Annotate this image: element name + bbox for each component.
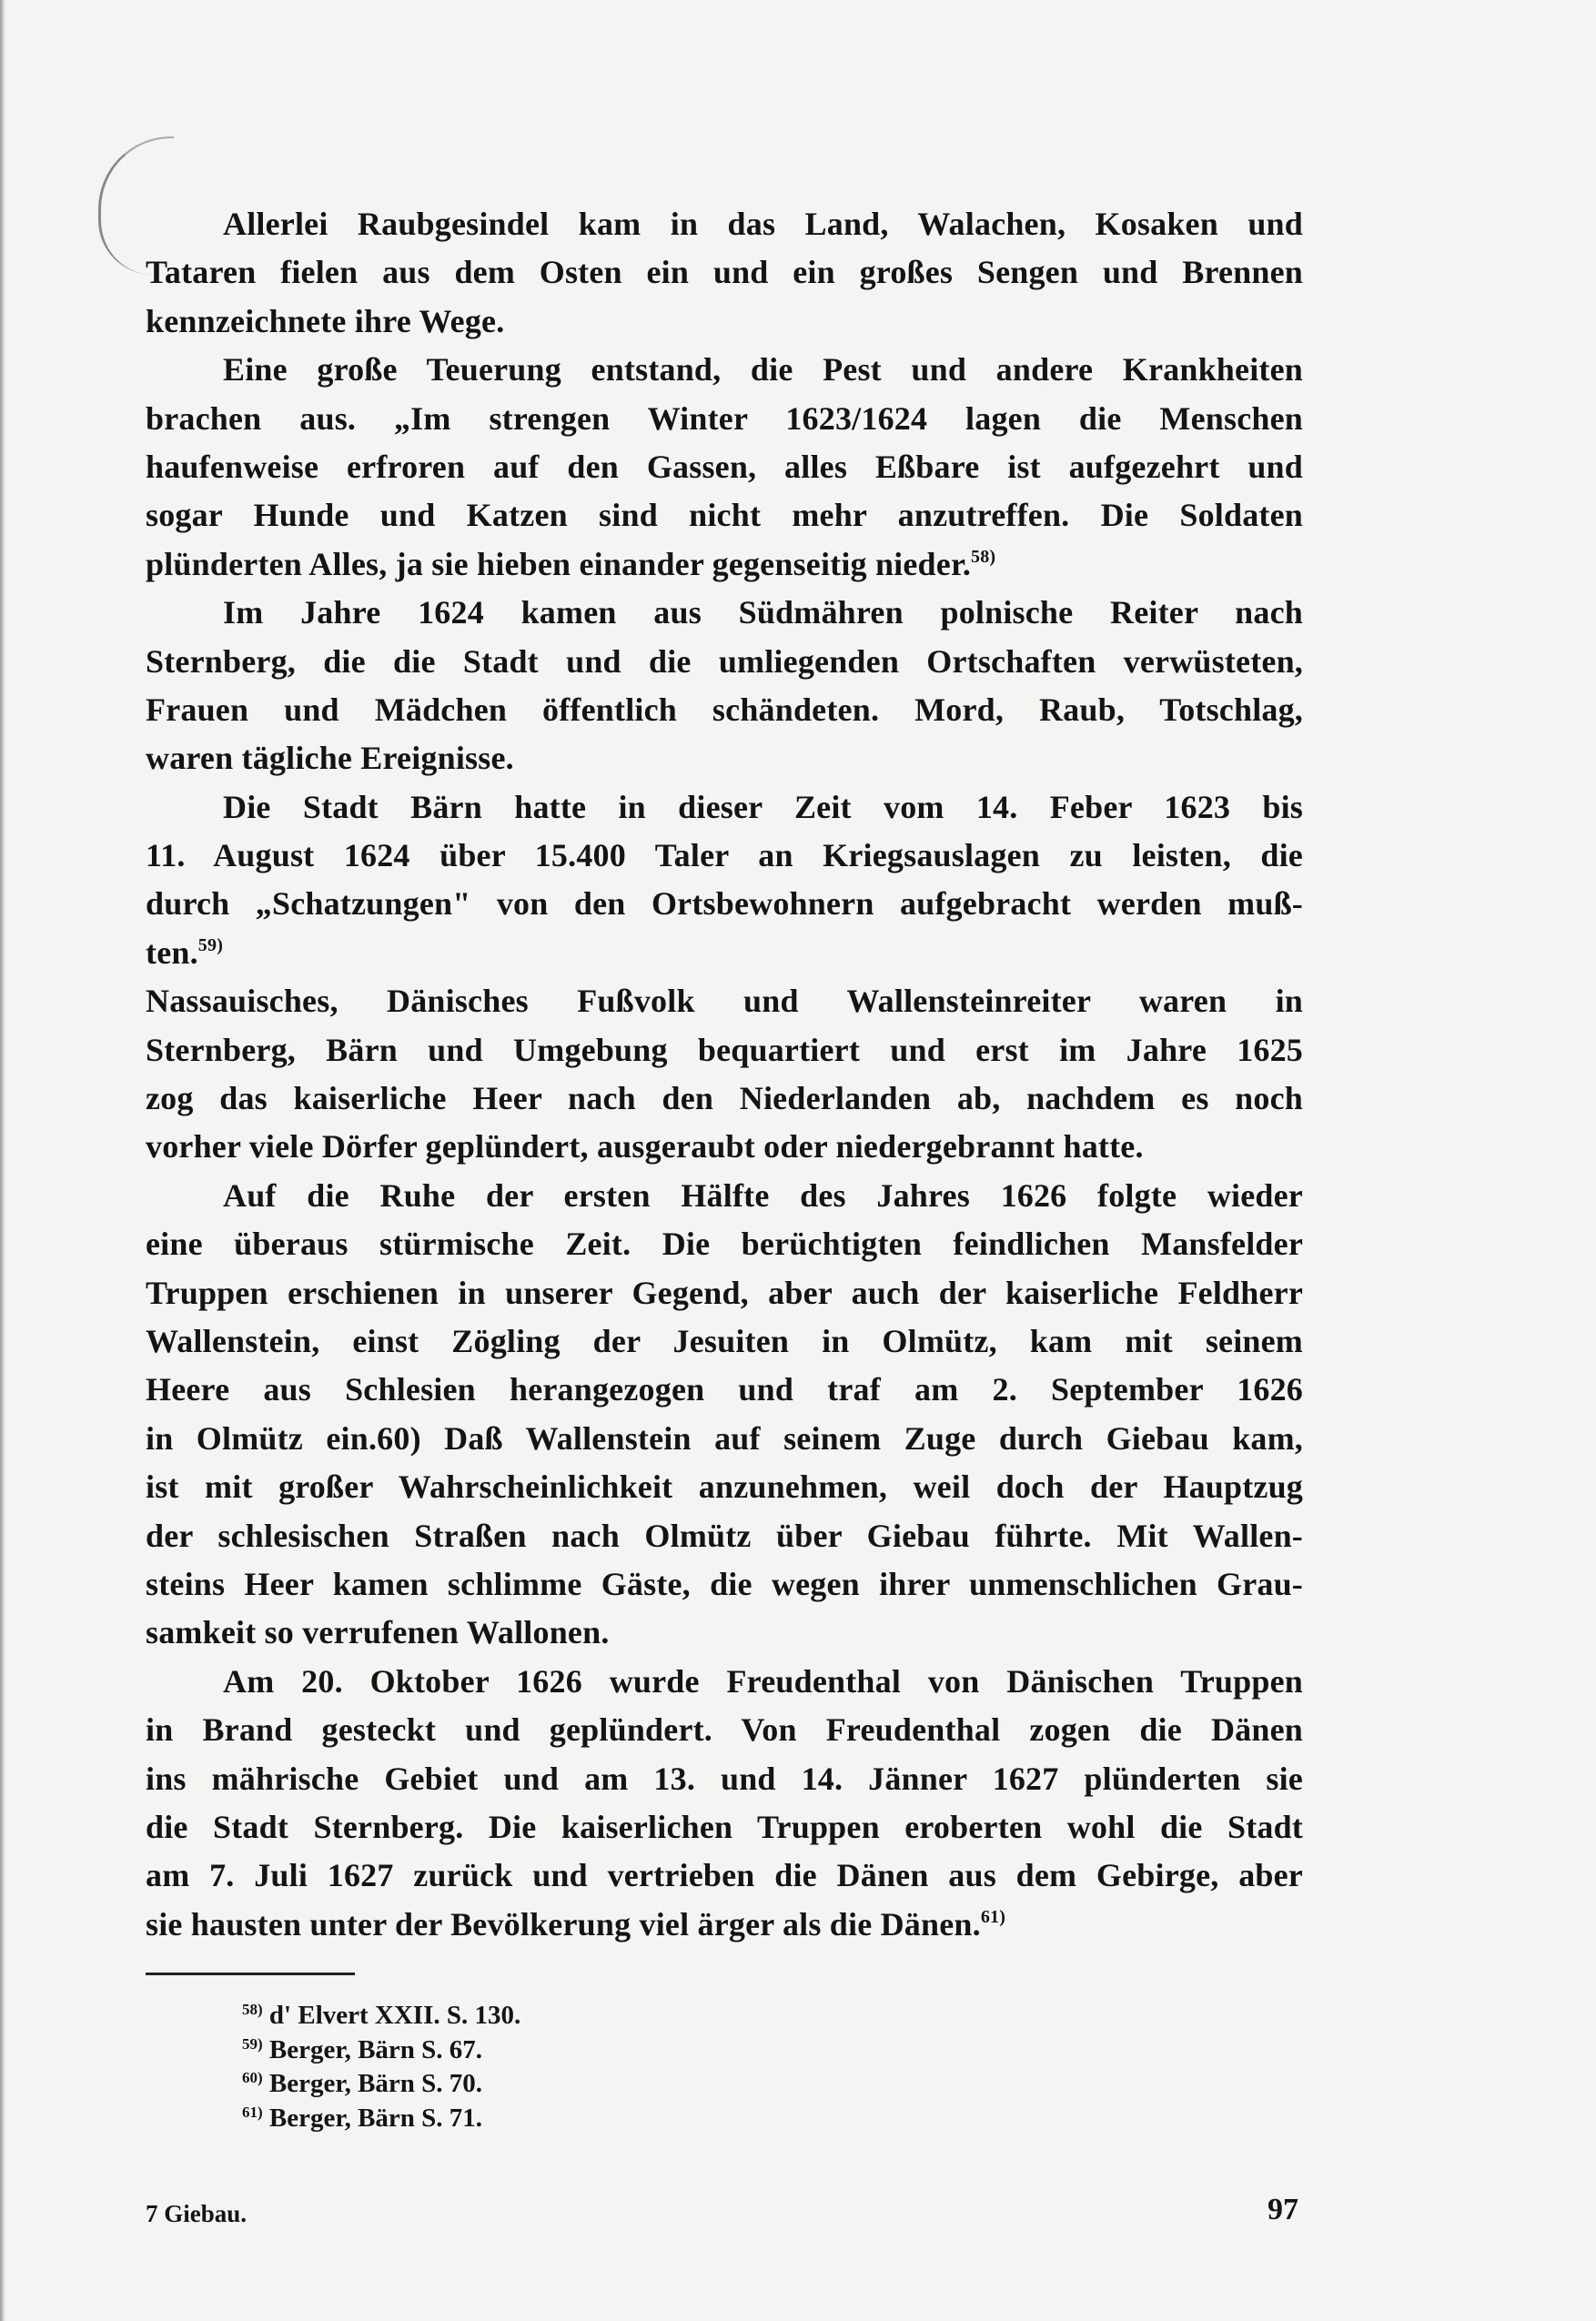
- line-text: in Brand gesteckt und geplündert. Von Freudenthal zogen die Dänen: [146, 1711, 1303, 1749]
- footnote-number: 59): [242, 2034, 263, 2053]
- line-text: Frauen und Mädchen öffentlich schändeten. Mord, Raub, Totschlag,: [146, 691, 1303, 728]
- text-line: [146, 346, 1303, 394]
- text-line: [146, 1075, 1303, 1123]
- text-line: [146, 1366, 1303, 1414]
- text-line: [146, 248, 1303, 297]
- footnote: [242, 1993, 521, 2030]
- footnote-text: Berger, Bärn S. 70.: [268, 2069, 483, 2098]
- text-line: [146, 977, 1303, 1025]
- text-line: [146, 395, 1303, 443]
- line-text: Im Jahre 1624 kamen aus Südmähren polnische Reiter nach: [223, 594, 1303, 631]
- footnote: [242, 2027, 520, 2062]
- line-text: die Stadt Sternberg. Die kaiserlichen Truppen eroberten wohl die Stadt: [146, 1808, 1303, 1845]
- line-text: samkeit so verrufenen Wallonen.: [146, 1614, 610, 1651]
- line-text: ten.: [146, 933, 198, 971]
- line-text: vorher viele Dörfer geplündert, ausgeraubt oder niedergebrannt hatte.: [146, 1128, 1144, 1166]
- footnote-divider: [146, 1973, 355, 1975]
- text-line: [146, 1463, 1303, 1511]
- line-text: eine überaus stürmische Zeit. Die berüchtigten feindlichen Mansfelder: [146, 1226, 1303, 1263]
- paragraph: [146, 783, 1303, 978]
- line-text: Nassauisches, Dänisches Fußvolk und Wallensteinreiter waren in: [146, 983, 1303, 1020]
- text-line: [146, 1512, 1303, 1560]
- line-text: steins Heer kamen schlimme Gäste, die wegen ihrer unmenschlichen Grau-: [146, 1565, 1303, 1602]
- page-edge: [0, 0, 5, 2321]
- text-line: [146, 783, 1303, 832]
- line-text: Truppen erschienen in unserer Gegend, aber auch der kaiserliche Feldherr: [146, 1274, 1303, 1311]
- line-text: 11. August 1624 über 15.400 Taler an Kriegsauslagen zu leisten, die: [146, 837, 1303, 874]
- footnote: [242, 2095, 520, 2133]
- text-line: [146, 491, 1303, 540]
- footnote-text: Berger, Bärn S. 67.: [268, 2034, 483, 2064]
- line-text: Allerlei Raubgesindel kam in das Land, Walachen, Kosaken und: [223, 206, 1303, 242]
- paragraph: [146, 200, 1303, 346]
- footnote-number: 61): [242, 2103, 263, 2121]
- text-line: [146, 1803, 1303, 1852]
- paragraph: [146, 589, 1303, 783]
- line-text: Heere aus Schlesien herangezogen und traf am 2. September 1626: [146, 1371, 1303, 1408]
- body-text: [146, 200, 1303, 1949]
- paragraph: [146, 977, 1303, 1172]
- line-text: Die Stadt Bärn hatte in dieser Zeit vom 14. Feber 1623 bis: [223, 788, 1303, 825]
- footnote: [242, 2061, 520, 2098]
- text-line: [146, 686, 1303, 734]
- line-text: Auf die Ruhe der ersten Hälfte des Jahres 1626 folgte wieder: [223, 1176, 1303, 1214]
- line-text: zog das kaiserliche Heer nach den Niederlanden ab, nachdem es noch: [146, 1080, 1303, 1117]
- text-line: [146, 1755, 1303, 1803]
- line-text: Am 20. Oktober 1626 wurde Freudenthal von Dänischen Truppen: [223, 1662, 1303, 1700]
- footnote-text: d' Elvert XXII. S. 130.: [268, 2001, 521, 2030]
- text-line: [146, 200, 1303, 248]
- text-line: [146, 1901, 1303, 1949]
- text-line: [146, 1658, 1303, 1706]
- text-line: [146, 1706, 1303, 1754]
- line-text: haufenweise erfroren auf den Gassen, alles Eßbare ist aufgezehrt und: [146, 448, 1303, 485]
- paragraph: [146, 1172, 1303, 1658]
- footnote-number: 60): [242, 2069, 263, 2086]
- text-line: [146, 298, 1303, 346]
- paragraph: [146, 1658, 1303, 1949]
- line-text: waren tägliche Ereignisse.: [146, 740, 514, 777]
- text-line: [146, 1269, 1303, 1317]
- line-text: plünderten Alles, ja sie hieben einander gegenseitig nieder.: [146, 545, 972, 582]
- line-text: ist mit großer Wahrscheinlichkeit anzunehmen, weil doch der Hauptzug: [146, 1468, 1303, 1506]
- text-line: [146, 1123, 1303, 1171]
- text-line: [146, 1026, 1303, 1075]
- paragraph: [146, 346, 1303, 589]
- text-line: [146, 929, 1303, 977]
- footnote-reference: 61): [980, 1906, 1006, 1927]
- line-text: der schlesischen Straßen nach Olmütz über Giebau führte. Mit Wallen-: [146, 1517, 1303, 1554]
- line-text: kennzeichnete ihre Wege.: [146, 302, 505, 339]
- text-line: [146, 1560, 1303, 1609]
- text-line: [146, 638, 1303, 686]
- line-text: Eine große Teuerung entstand, die Pest und andere Krankheiten: [223, 351, 1303, 389]
- text-line: [146, 1317, 1303, 1366]
- line-text: Sternberg, Bärn und Umgebung bequartiert und erst im Jahre 1625: [146, 1031, 1303, 1068]
- footnote-reference: 58): [971, 546, 996, 567]
- footnote-number: 58): [242, 2001, 263, 2018]
- text-line: [146, 1220, 1303, 1268]
- text-line: [146, 1852, 1303, 1900]
- line-text: Tataren fielen aus dem Osten ein und ein großes Sengen und Brennen: [146, 254, 1303, 291]
- signature-mark: 7 Giebau.: [146, 2200, 247, 2227]
- text-line: [146, 540, 1303, 589]
- text-line: [146, 1172, 1303, 1220]
- line-text: in Olmütz ein.60) Daß Wallenstein auf seinem Zuge durch Giebau kam,: [146, 1419, 1303, 1457]
- text-line: [146, 832, 1303, 880]
- line-text: brachen aus. „Im strengen Winter 1623/1624 lagen die Menschen: [146, 399, 1303, 437]
- line-text: Wallenstein, einst Zögling der Jesuiten in Olmütz, kam mit seinem: [146, 1322, 1303, 1359]
- footnote-reference: 59): [197, 934, 224, 955]
- page-number: 97: [1268, 2193, 1298, 2226]
- text-line: [146, 589, 1303, 637]
- line-text: sogar Hunde und Katzen sind nicht mehr anzutreffen. Die Soldaten: [146, 497, 1303, 534]
- line-text: Sternberg, die die Stadt und die umliegenden Ortschaften verwüsteten,: [146, 642, 1303, 680]
- text-line: [146, 734, 1303, 782]
- text-line: [146, 880, 1303, 928]
- text-line: [146, 443, 1303, 491]
- line-text: sie hausten unter der Bevölkerung viel ärger als die Dänen.: [146, 1905, 981, 1943]
- line-text: am 7. Juli 1627 zurück und vertrieben die Dänen aus dem Gebirge, aber: [146, 1857, 1303, 1894]
- footnotes: [242, 1993, 521, 2133]
- footnote-text: Berger, Bärn S. 71.: [268, 2103, 483, 2133]
- line-text: ins mährische Gebiet und am 13. und 14. Jänner 1627 plünderten sie: [146, 1760, 1303, 1797]
- text-line: [146, 1609, 1303, 1657]
- text-line: [146, 1415, 1303, 1463]
- line-text: durch „Schatzungen" von den Ortsbewohnern aufgebracht werden muß-: [146, 885, 1303, 923]
